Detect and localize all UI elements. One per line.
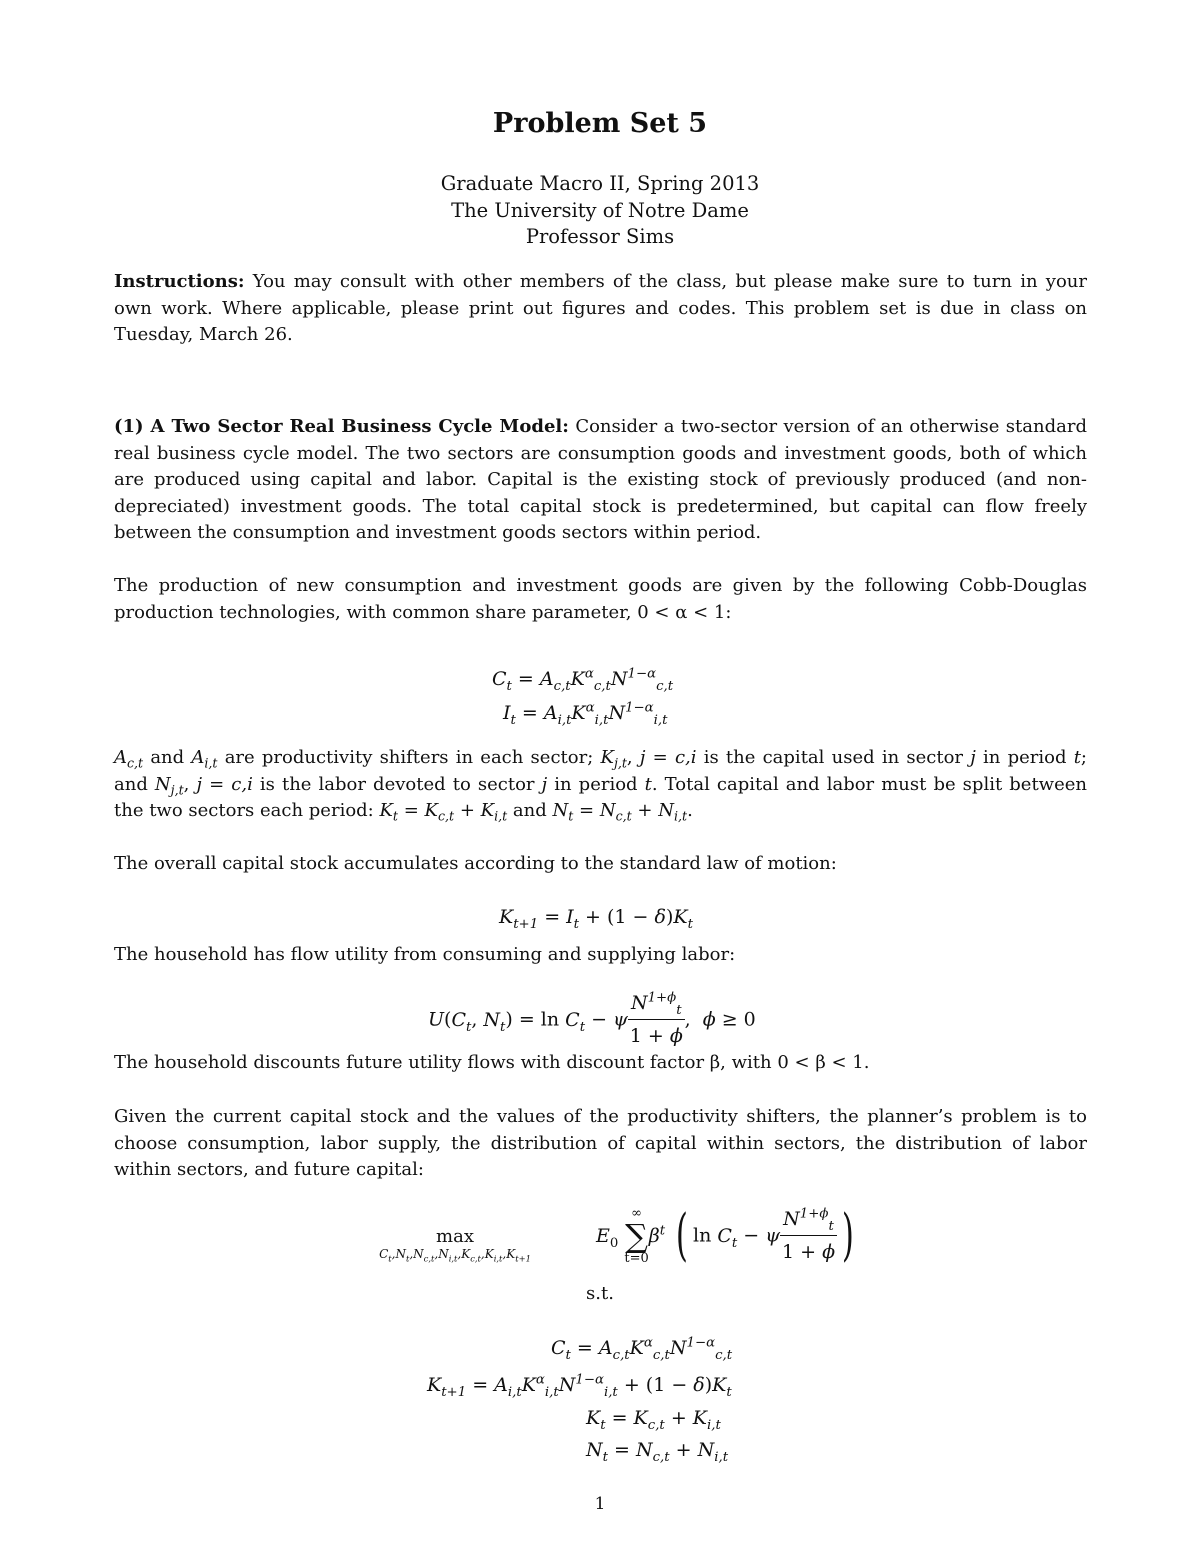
subject-to-label: s.t. xyxy=(586,1283,614,1304)
max-operator: max $C_t,N_t,N_{c,t},N_{i,t},K_{c,t},K_{i,t},K_{t+1}$ xyxy=(379,1226,531,1264)
page-number: 1 xyxy=(594,1494,606,1514)
law-of-motion-equation: $K_{t+1} = I_t + (1 - \delta)K_t$ xyxy=(499,906,693,932)
university-line: The University of Notre Dame xyxy=(451,199,749,222)
instructions-paragraph xyxy=(114,269,1087,349)
labor-split-constraint: $N_t = N_{c,t} + N_{i,t}$ xyxy=(586,1439,729,1465)
investment-production-equation: $I_t = A_{i,t}K^\alpha_{i,t}N^{1-\alpha}_{i,t}$ xyxy=(503,700,668,728)
planner-objective: $E_0$ ∞ ∑ t=0 $\beta^t$ ( $\ln C_t - \psi$ $\frac{N^{1+\phi}_t}{1 + \phi}$ ) xyxy=(596,1202,854,1268)
law-of-motion-paragraph: The overall capital stock accumulates according to the standard law of motion: xyxy=(114,853,837,874)
utility-equation: $U(C_t$, $N_t) = \ln C_t - \psi$ $\frac{N^{1+\phi}_t}{1 + \phi}$ , ϕ ≥ 0 xyxy=(428,988,756,1051)
utility-paragraph: The household has flow utility from consuming and supplying labor: xyxy=(114,944,736,965)
capital-split-constraint: $K_t = K_{c,t} + K_{i,t}$ xyxy=(586,1407,721,1433)
discount-paragraph: The household discounts future utility flows with discount factor β, with 0 < β < 1. xyxy=(114,1052,870,1073)
shifters-paragraph: $A_{c,t}$ and $A_{i,t}$ are productivity shifters in each sector; $K_{j,t}$, j = c,i is the capital used in sector j in period t; and $N_{j,t}$, j = c,i is the labor devoted to sector j in period t. Total capital and labor must be split between the two sectors each period: $K_t = K_{c,t} + K_{i,t}$ and $N_t = N_{c,t} + N_{i,t}$. xyxy=(114,747,1087,824)
problem1-intro-paragraph xyxy=(114,414,1087,547)
professor-line: Professor Sims xyxy=(525,225,675,248)
production-paragraph: The production of new consumption and investment goods are given by the following Cobb-Douglas production technologies, with common share parameter, 0 < α < 1: xyxy=(114,575,1087,623)
consumption-production-equation: $C_t = A_{c,t}K^\alpha_{c,t}N^{1-\alpha}_{c,t}$ xyxy=(492,666,674,694)
planner-paragraph: Given the current capital stock and the values of the productivity shifters, the planner’s problem is to choose consumption, labor supply, the distribution of capital within sectors, the distribution of labor within sectors, and future capital: xyxy=(114,1106,1087,1180)
consumption-constraint: $C_t = A_{c,t}K^\alpha_{c,t}N^{1-\alpha}_{c,t}$ xyxy=(551,1335,733,1363)
problem1-label: (1) A Two Sector Real Business Cycle Model: xyxy=(114,416,569,437)
capital-accumulation-constraint: $K_{t+1} = A_{i,t}K^\alpha_{i,t}N^{1-\alpha}_{i,t} + (1 - \delta)K_t$ xyxy=(427,1372,732,1400)
instructions-text: You may consult with other members of the class, but please make sure to turn in your own work. Where applicable, please print out figures and codes. This problem set is due in class on Tuesday, March 26. xyxy=(114,271,1087,345)
page-title: Problem Set 5 xyxy=(492,108,708,139)
course-line: Graduate Macro II, Spring 2013 xyxy=(440,172,760,195)
instructions-label: Instructions: xyxy=(114,271,245,292)
problem1-intro-text: Consider a two-sector version of an otherwise standard real business cycle model. The two sectors are consumption goods and investment goods, both of which are produced using capital and labor. Capital is the existing stock of previously produced (and non-depreciated) investment goods. The total capital stock is predetermined, but capital can flow freely between the consumption and investment goods sectors within period. xyxy=(114,416,1087,543)
